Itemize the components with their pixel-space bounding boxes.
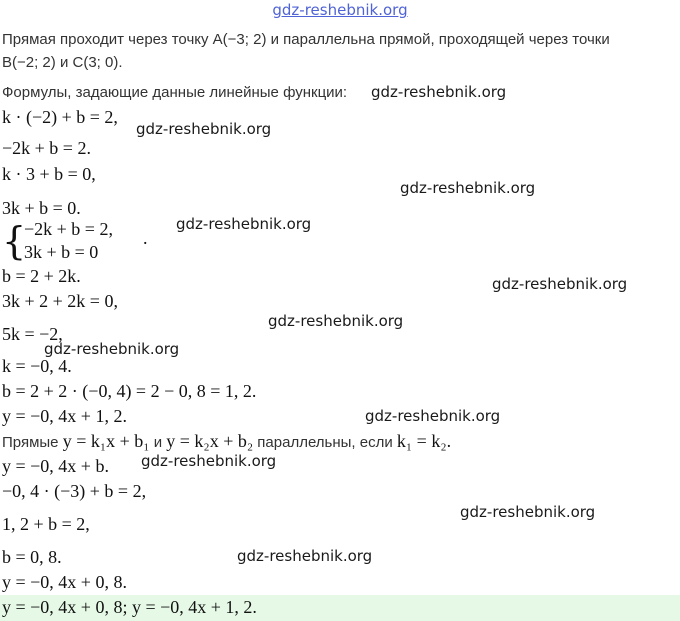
parallel-formula-3: k₁ = k₂. [396,431,452,451]
watermark: gdz-reshebnik.org [237,547,373,565]
equation-13: 1, 2 + b = 2, [2,514,90,534]
watermark: gdz-reshebnik.org [136,120,272,138]
problem-text-line-2: B(−2; 2) и C(3; 0). [2,54,123,71]
watermark: gdz-reshebnik.org [492,275,628,293]
watermark: gdz-reshebnik.org [44,340,180,358]
watermark: gdz-reshebnik.org [371,83,507,101]
equation-4: 3k + b = 0. [2,198,81,218]
equation-15: y = −0, 4x + 0, 8. [2,572,127,592]
parallel-text-2: и [149,434,167,451]
equation-5: b = 2 + 2k. [2,266,81,286]
watermark: gdz-reshebnik.org [460,503,596,521]
equation-12: −0, 4 · (−3) + b = 2, [2,481,147,501]
watermark: gdz-reshebnik.org [365,407,501,425]
equation-6: 3k + 2 + 2k = 0, [2,291,118,311]
system-end-dot: . [143,228,148,248]
equation-9: b = 2 + 2 · (−0, 4) = 2 − 0, 8 = 1, 2. [2,381,257,401]
watermark: gdz-reshebnik.org [141,452,277,470]
watermark: gdz-reshebnik.org [268,312,404,330]
equation-10: y = −0, 4x + 1, 2. [2,406,127,426]
equation-11: y = −0, 4x + b. [2,456,109,476]
parallel-formula-2: y = k₂x + b₂ [166,431,254,451]
system-brace: { [2,219,27,263]
system-equation-1: −2k + b = 2, [24,219,113,239]
equation-7: 5k = −2, [2,324,63,344]
watermark: gdz-reshebnik.org [176,215,312,233]
parallel-text-3: параллельны, если [253,434,397,451]
equation-1: k · (−2) + b = 2, [2,107,118,127]
equation-14: b = 0, 8. [2,547,62,567]
equation-8: k = −0, 4. [2,356,72,376]
formulas-intro: Формулы, задающие данные линейные функции: [2,84,348,101]
parallel-condition [2,431,451,452]
watermark: gdz-reshebnik.org [400,179,536,197]
equation-2: −2k + b = 2. [2,138,91,158]
parallel-formula-1: y = k₁x + b₁ [62,431,150,451]
equation-3: k · 3 + b = 0, [2,164,96,184]
parallel-text-1: Прямые [2,434,63,451]
problem-text-line-1: Прямая проходит через точку A(−3; 2) и параллельна прямой, проходящей через точки [2,31,610,48]
system-equation-2: 3k + b = 0 [24,242,99,262]
top-watermark: gdz-reshebnik.org [272,1,408,19]
answer-line: y = −0, 4x + 0, 8; y = −0, 4x + 1, 2. [2,597,257,617]
